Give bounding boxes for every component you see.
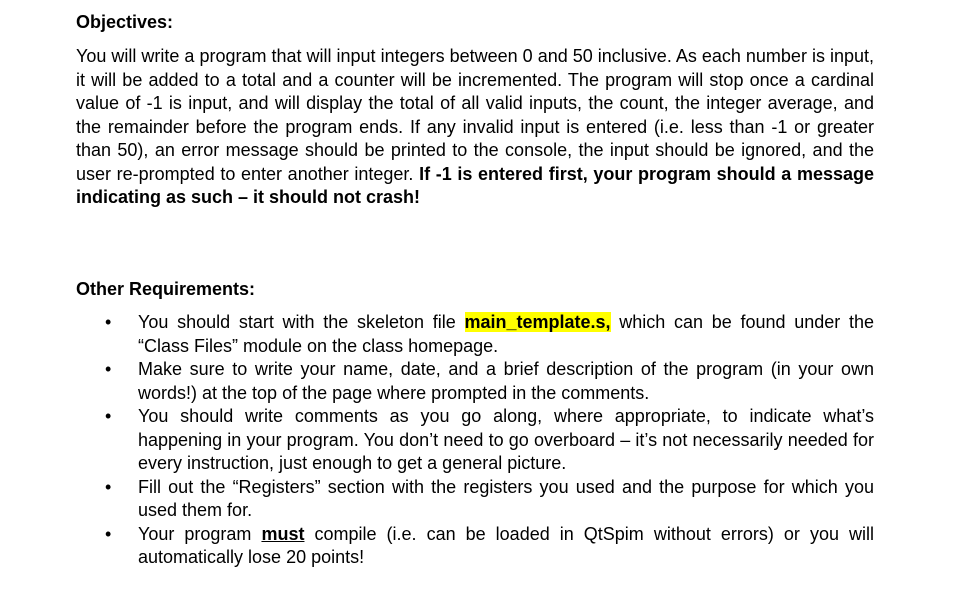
requirement-text: which can be found under the “Class Files” module on the class homepage. <box>138 312 875 356</box>
bullet-icon: • <box>105 312 112 332</box>
requirement-text: You should start with the skeleton file <box>138 312 465 332</box>
list-item <box>76 358 874 405</box>
bullet-icon: • <box>105 359 112 379</box>
objectives-bold-text: If -1 is entered first, your program should a message indicating as such – it should not crash! <box>76 163 875 207</box>
objectives-paragraph <box>76 45 874 210</box>
list-item <box>76 523 874 570</box>
objectives-text: You will write a program that will input integers between 0 and 50 inclusive. As each number is input, it will be added to a total and a counter will be incremented. The program will stop once a cardinal value of -1 is input, and will display the total of all valid inputs, the count, the integer average, and the remainder before the program ends. If any invalid input is entered (i.e. less than -1 or greater than 50), an error message should be printed to the console, the input should be ignored, and the user re-prompted to enter another integer. <box>76 46 874 184</box>
requirement-text: Make sure to write your name, date, and a brief description of the program (in your own words!) at the top of the page where prompted in the comments. <box>138 359 874 403</box>
list-item <box>76 405 874 476</box>
emphasis-must: must <box>261 523 305 544</box>
bullet-icon: • <box>105 476 112 497</box>
list-item <box>76 476 874 523</box>
objectives-heading: Objectives: <box>76 12 174 32</box>
other-requirements-heading: Other Requirements: <box>76 279 256 299</box>
highlighted-filename: main_template.s, <box>464 312 611 332</box>
bullet-icon: • <box>105 523 112 544</box>
requirement-text: compile (i.e. can be loaded in QtSpim without errors) or you will automatically lose 20 points! <box>138 523 874 567</box>
requirements-list <box>76 311 874 570</box>
list-item <box>76 311 874 358</box>
requirement-text: Fill out the “Registers” section with the registers you used and the purpose for which you used them for. <box>138 476 874 520</box>
requirement-text: You should write comments as you go along, where appropriate, to indicate what’s happening in your program. You don’t need to go overboard – it’s not necessarily needed for every instruction, just enough to get a general picture. <box>138 406 874 473</box>
requirement-text: Your program <box>138 523 262 544</box>
bullet-icon: • <box>105 406 112 426</box>
